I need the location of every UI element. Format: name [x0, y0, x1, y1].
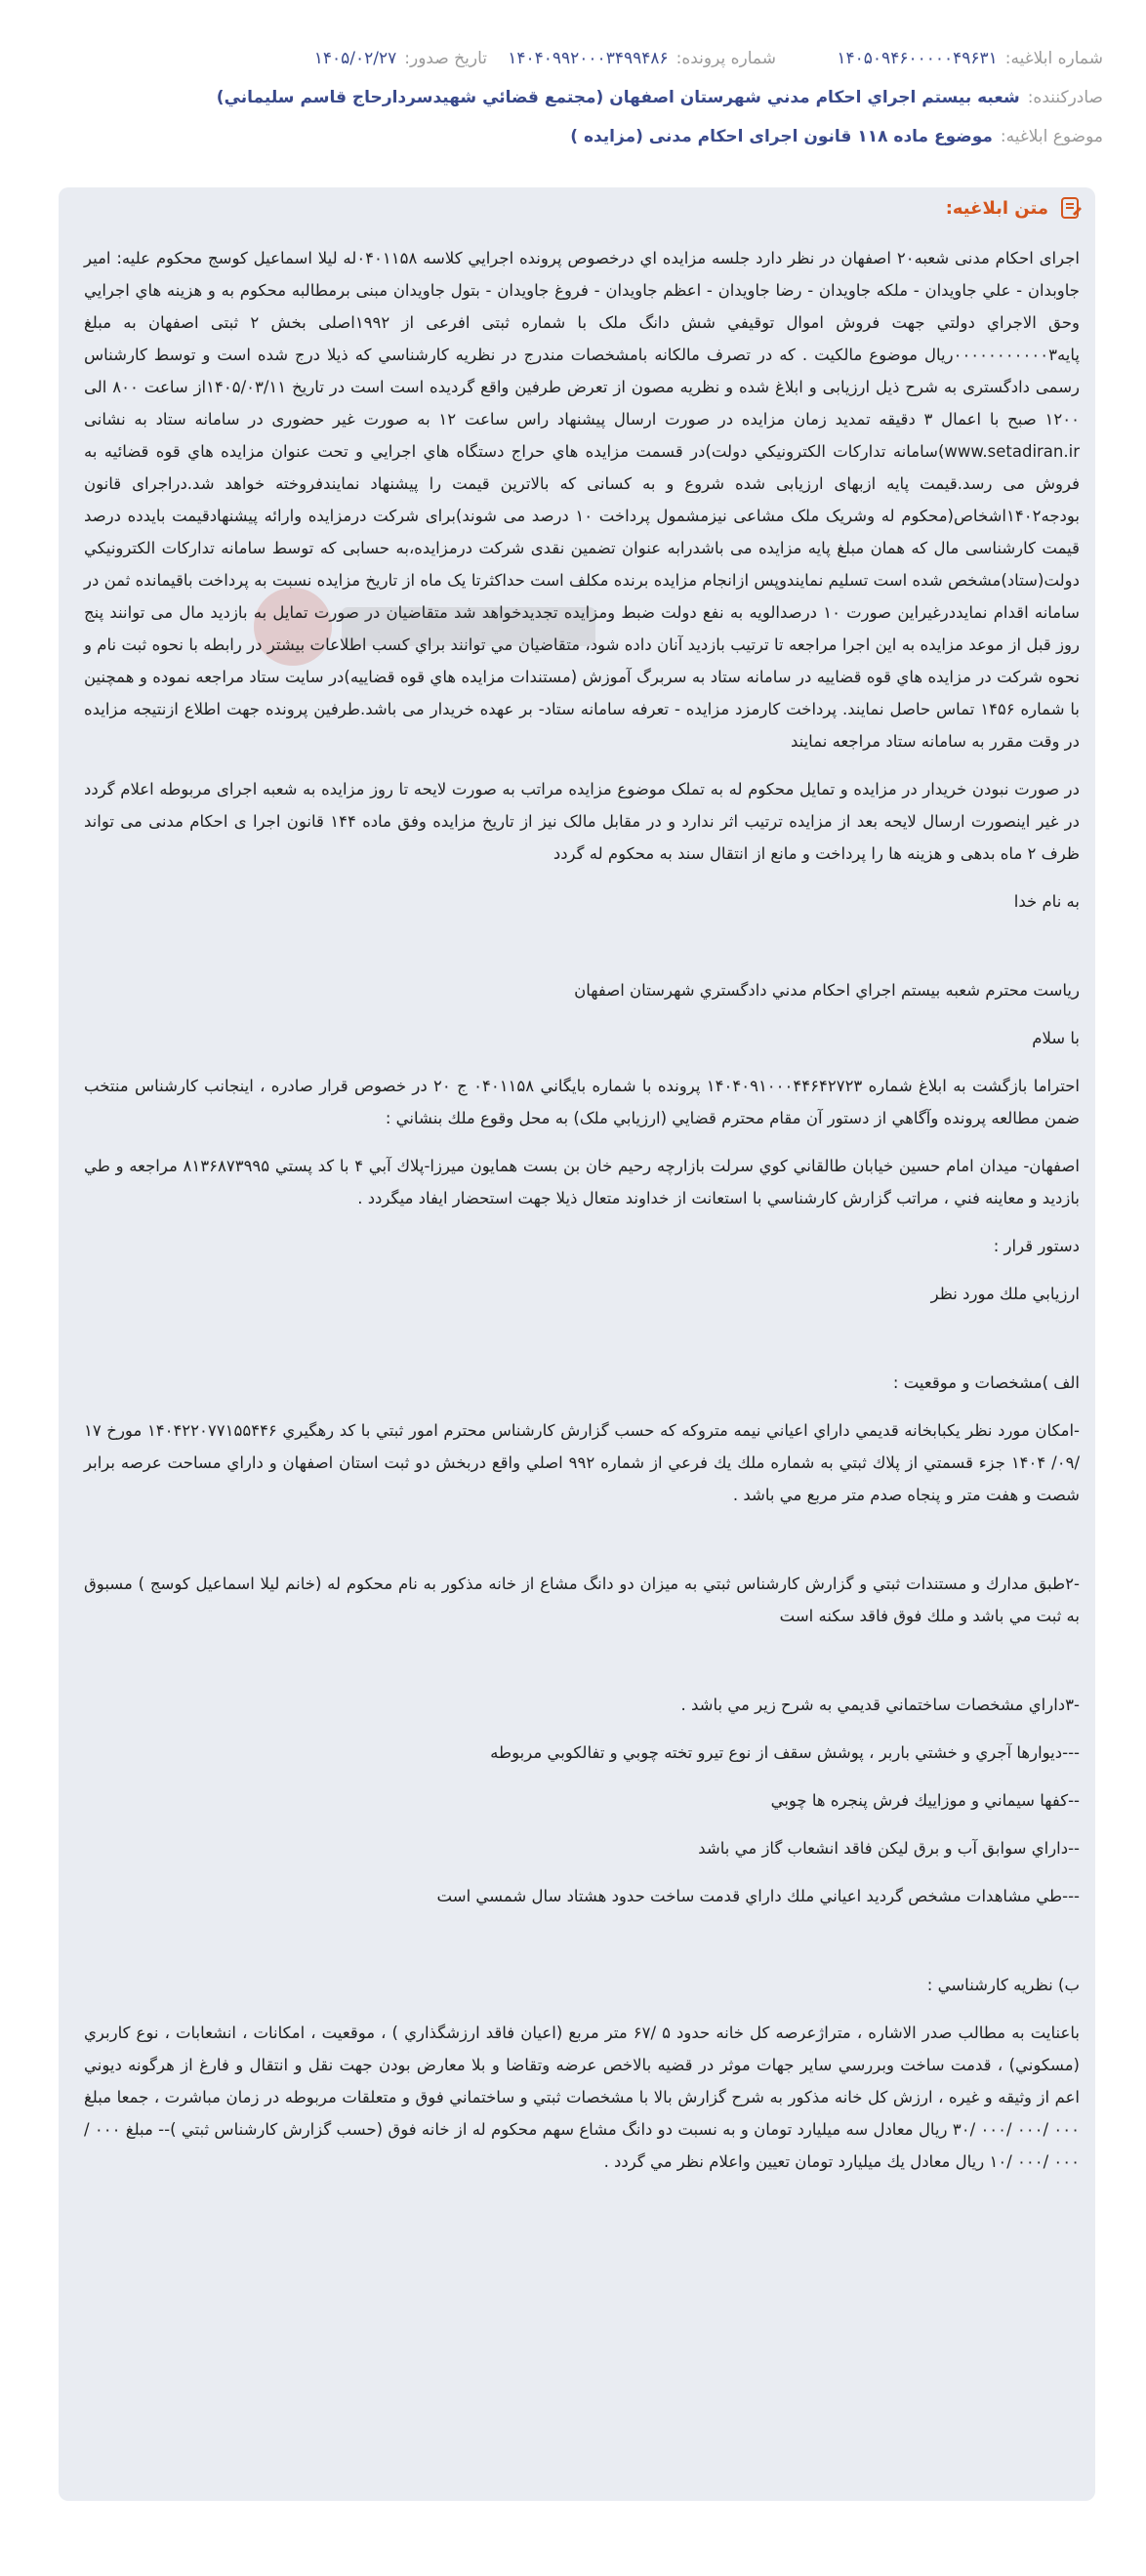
intro-paragraph: احتراما بازگشت به ابلاغ شماره ۱۴۰۴۰۹۱۰۰۰۴۴۶۴۲۷۲۳ پرونده با شماره بايگاني ۰۴۰۱۱۵۸ ج ۲۰ در خصوص قرار صادره ، اينجانب كارشناس منتخب ضمن مطالعه پرونده وآگاهي از دستور آن مقام محترم قضايي (ارزيابي ملک) به محل وقوع ملك بنشاني :	[84, 1077, 1081, 1127]
address-paragraph: اصفهان- ميدان امام حسين خيابان طالقاني كوي سرلت بازارچه رحيم خان بن بست همايون ميرزا-پلاك آبي ۴ با كد پستي ۸۱۳۶۸۷۳۹۹۵ مراجعه و طي بازديد و معاينه فني ، مراتب گزارش كارشناسي با استعانت از خداوند متعال ذيلا جهت استحضار ايفاد ميگردد .	[84, 1157, 1080, 1207]
date-label: تاریخ صدور:	[404, 49, 487, 68]
issuer	[43, 78, 1103, 117]
spec-floors: --كفها سيماني و موزاييك فرش پنجره ها چوبي	[770, 1791, 1080, 1810]
issue-date	[314, 49, 487, 68]
issuer-value: شعبه بیستم اجراي احکام مدني شهرستان اصفهان (مجتمع قضائي شهيدسردارحاج قاسم سليماني)	[216, 88, 1020, 107]
date-value: ۱۴۰۵/۰۲/۲۷	[313, 49, 397, 68]
case-number	[487, 49, 776, 68]
order-text: ارزيابي ملك مورد نظر	[930, 1285, 1080, 1303]
notice-text-header	[946, 195, 1084, 221]
spec-walls: ---ديوارها آجري و خشتي باربر ، پوشش سقف از نوع تيرو تخته چوبي و تفالكوبي مربوطه	[490, 1743, 1080, 1762]
meta-row	[43, 39, 1103, 78]
spec-age: ---طي مشاهدات مشخص گرديد اعياني ملك داراي قدمت ساخت حدود هشتاد سال شمسي است	[436, 1887, 1080, 1905]
subject-label: موضوع ابلاغیه:	[1000, 127, 1103, 146]
section-a-heading: الف )مشخصات و موقعيت :	[892, 1373, 1080, 1392]
document-icon	[1058, 195, 1084, 221]
section-a-item-1: -امكان مورد نظر يكبابخانه قديمي داراي اعياني نيمه متروكه كه حسب گزارش كارشناس محترم امور ثبتي با كد رهگيري ۱۴۰۴۲۲۰۷۷۱۵۵۴۴۶ مورخ ۱۷ /۰۹/ ۱۴۰۴ جزء قسمتي از پلاك ثبتي به شماره ملك يك فرعي از شماره ۹۹۲ اصلي واقع دربخش دو ثبت استان اصفهان و داراي مساحت عرصه برابر شصت و هفت متر و پنجاه صدم متر مربع مي باشد .	[84, 1421, 1081, 1504]
section-b-heading: ب) نظريه كارشناسي :	[926, 1976, 1080, 1994]
serial-number	[776, 49, 1103, 68]
greeting: با سلام	[1032, 1029, 1080, 1047]
section-a-item-2: -۲طبق مدارك و مستندات ثبتي و گزارش كارشناس ثبتي به ميزان دو دانگ مشاع از خانه مذكور به نام محكوم له (خانم ليلا اسماعيل كوسج ) مسبوق به ثبت مي باشد و ملك فوق فاقد سكنه است	[84, 1574, 1080, 1625]
issuer-label: صادرکننده:	[1027, 88, 1103, 107]
case-label: شماره پرونده:	[675, 49, 776, 68]
section-b-opinion: باعنايت به مطالب صدر الاشاره ، متراژعرصه كل خانه حدود ۵ /۶۷ متر مربع (اعيان فاقد ارزشگذاري ) ، موقعيت ، امكانات ، انشعابات ، نوع كاربري (مسكوني) ، قدمت ساخت وبررسي ساير جهات موثر در قضيه بالاخص عرضه وتقاضا و بلا معارض بودن جهت نقل و انتقال و فارغ از هرگونه ديوني اعم از وثيقه و غيره ، ارزش كل خانه مذكور به شرح گزارش بالا با مشخصات ثبتي و ساختماني فوق و متعلقات مربوطه در زمان مباشرت ، جمعا مبلغ ۰۰۰ /۰۰۰ /۰۰۰ /۳۰ ريال معادل سه ميليارد تومان و به نسبت دو دانگ مشاع سهم محكوم له از خانه فوق (حسب گزارش كارشناس ثبتي )-- مبلغ ۰۰۰ /۰۰۰ /۰۰۰ /۱۰ ريال معادل يك ميليارد تومان تعيين واعلام نظر مي گردد .	[84, 2024, 1080, 2171]
auction-paragraph: اجرای احکام مدنی شعبه۲۰ اصفهان در نظر دارد جلسه مزایده اي درخصوص پرونده اجرايي كلاسه ۰۴۰۱۱۵۸له لیلا اسماعیل کوسج محكوم عليه: امیر جاوبدان - علي جاويدان - ملكه جاويدان - رضا جاويدان - اعظم جاويدان - فروغ جاويدان - بتول جاويدان مبنی برمطالبه محکوم به و هزینه هاي اجرايي وحق الاجراي دولتي جهت فروش اموال توقيفي شش دانگ ملک با شماره ثبتی افرعی از ۱۹۹۲اصلی بخش ۲ ثبتی اصفهان به مبلغ پايه۰۰۰۰۰۰۰۰۰۰۰۳ريال موضوع مالکیت . که در تصرف مالکانه بامشخصات مندرج در نظريه كارشناسي كه ذيلا درج شده است و توسط كارشناس رسمی دادگستری به شرح ذیل ارزیابی و ابلاغ شده و نظریه مصون از تعرض طرفین واقع گردیده است است در تاریخ ۱۴۰۵/۰۳/۱۱از ساعت ۸۰۰ الی ۱۲۰۰ صبح با اعمال ۳ دقیقه تمدید زمان مزایده در صورت ارسال پیشنهاد راس ساعت ۱۲ به صورت غیر حضوری در سامانه ستاد به نشانی www.setadiran.ir)سامانه تداركات الكترونيكي دولت)در قسمت مزايده هاي حراج دستگاه هاي اجرايي و تحت عنوان مزايده هاي قوه قضائيه به فروش می رسد.قیمت پایه ازبهای ارزیابی شده شروع و به کسانی که بالاترین قیمت را پیشنهاد نمایندفروخته خواهد شد.دراجرای قانون بودجه۱۴۰۲اشخاص(محکوم له وشریک ملک مشاعی نیزمشمول پرداخت ۱۰ درصد می شوند)برای شرکت درمزایده وارائه پیشنهادقیمت بایدده درصد قیمت کارشناسی مال که همان مبلغ پایه مزایده می باشدرابه عنوان تضمین نقدی شرکت درمزایده،به حسابی که توسط سامانه تداركات الكترونيكي دولت(ستاد)مشخص شده است تسلیم نمایندوپس ازانجام مزایده برنده مکلف است حداکثرتا یک ماه از تاریخ مزایده نسبت به پرداخت باقیمانده ثمن در سامانه اقدام نمایددرغیراین صورت ۱۰ درصدالویه به نفع دولت ضبط ومزایده تجدیدخواهد شد متقاضیان در صورت تمایل به بازدید مال می توانند پنج روز قبل از موعد مزایده به این اجرا مراجعه تا ترتیب بازدید آنان داده شود، متقاضيان مي توانند براي كسب اطلاعات بيشتر در رابطه با نحوه ثبت نام و نحوه شركت در مزايده هاي قوه قضاييه در سامانه ستاد به سربرگ آموزش (مستندات مزايده هاي قوه قضاييه)در سايت ستاد مراجعه نموده و همچنين با شماره ۱۴۵۶ تماس حاصل نمايند. پرداخت کارمزد مزایده - تعرفه سامانه ستاد- بر عهده خریدار می باشد.طرفین پرونده جهت اطلاع ازنتیجه مزایده در وقت مقرر به سامانه ستاد مراجعه نمایند	[84, 249, 1081, 751]
subject	[43, 117, 1103, 156]
serial-value: ۱۴۰۵۰۹۴۶۰۰۰۰۰۴۹۶۳۱	[837, 49, 998, 68]
order-heading: دستور قرار :	[993, 1237, 1080, 1255]
notice-text-title: متن ابلاغیه:	[945, 197, 1048, 219]
subject-value: موضوع ماده ۱۱۸ قانون اجرای احکام مدنی (مزایده )	[570, 127, 993, 146]
serial-label: شماره ابلاغیه:	[1004, 49, 1103, 68]
addressee: رياست محترم شعبه بيستم اجراي احكام مدني دادگستري شهرستان اصفهان	[574, 981, 1080, 1000]
notice-body	[84, 242, 1080, 2178]
notice-text-box	[59, 187, 1095, 2501]
creditor-paragraph: در صورت نبودن خریدار در مزایده و تمایل محکوم له به تملک موضوع مزایده مراتب به صورت لایحه تا روز مزایده به شعبه اجرای مربوطه اعلام گردد در غیر اینصورت ارسال لایحه بعد از مزایده ترتیب اثر ندارد و در مقابل مالک نیز از تاریخ مزایده وفق ماده ۱۴۴ قانون اجرا ی احکام مدنی می تواند ظرف ۲ ماه بدهی و هزینه ها را پرداخت و مانع از انتقال سند به محکوم له گردد	[84, 780, 1080, 863]
section-a-item-3: -۳داراي مشخصات ساختماني قديمي به شرح زير مي باشد .	[680, 1696, 1080, 1714]
basmala: به نام خدا	[1013, 892, 1080, 911]
spec-utilities: --داراي سوابق آب و برق ليكن فاقد انشعاب گاز مي باشد	[698, 1839, 1080, 1858]
case-value: ۱۴۰۴۰۹۹۲۰۰۰۳۴۹۹۴۸۶	[508, 49, 669, 68]
